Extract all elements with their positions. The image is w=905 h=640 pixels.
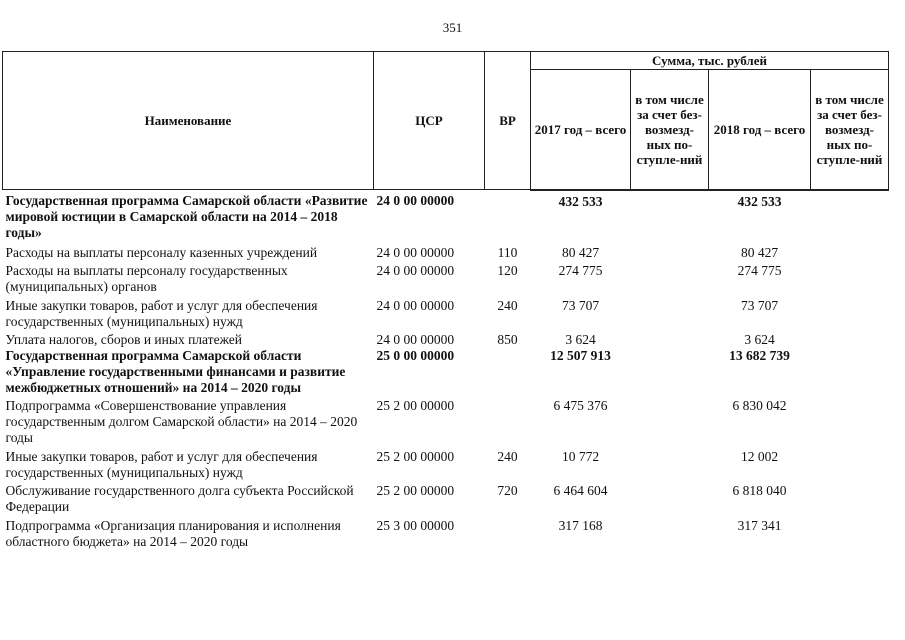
row-2018-gratis-cell <box>811 515 889 550</box>
row-vr-cell <box>485 515 531 550</box>
row-2017-gratis-cell <box>631 481 709 515</box>
row-2018-gratis-cell <box>811 348 889 396</box>
row-2017-gratis-cell <box>631 348 709 396</box>
row-vr-cell: 120 <box>497 263 518 278</box>
row-2018-gratis-cell <box>811 330 889 348</box>
row-2017-gratis-cell <box>631 446 709 481</box>
row-2017-gratis-cell <box>631 190 709 242</box>
row-2017-gratis-cell <box>631 241 709 261</box>
row-2018-total-cell: 6 830 042 <box>732 398 787 413</box>
row-2017-gratis-cell <box>631 396 709 446</box>
row-vr-cell: 110 <box>497 245 518 260</box>
header-2018-gratis: в том числе за счет без-возмезд-ных по-ступле-ний <box>811 70 889 190</box>
table-row <box>3 330 889 348</box>
row-2018-total-cell: 6 818 040 <box>732 483 787 498</box>
header-vr: ВР <box>485 52 531 190</box>
row-2017-total-cell: 80 427 <box>561 245 600 260</box>
row-vr-cell <box>485 396 531 446</box>
table-row <box>3 515 889 550</box>
row-2018-total-cell: 73 707 <box>740 298 779 313</box>
row-2018-total-cell: 317 341 <box>737 518 782 533</box>
row-2018-gratis-cell <box>811 446 889 481</box>
row-2017-total-cell: 274 775 <box>558 263 603 278</box>
row-name-cell: Государственная программа Самарской области «Управление государственными финансами и развитие межбюджетных отношений» на 2014 – 2020 годы <box>5 348 346 395</box>
table-row <box>3 481 889 515</box>
row-2017-total-cell: 432 533 <box>558 193 603 209</box>
row-2018-total-cell: 3 624 <box>744 332 775 347</box>
table-header-row <box>3 52 889 70</box>
row-2017-total-cell: 73 707 <box>561 298 600 313</box>
row-csr-cell: 24 0 00 00000 <box>376 193 455 208</box>
row-csr-cell: 25 2 00 00000 <box>376 398 455 413</box>
row-vr-cell: 850 <box>497 332 518 347</box>
row-csr-cell: 24 0 00 00000 <box>376 332 455 347</box>
row-2017-total-cell: 10 772 <box>561 449 600 464</box>
row-vr-cell: 720 <box>497 483 518 498</box>
row-name-cell: Подпрограмма «Организация планирования и исполнения областного бюджета» на 2014 – 2020 годы <box>5 518 341 549</box>
row-name-cell: Иные закупки товаров, работ и услуг для обеспечения государственных (муниципальных) нужд <box>5 449 318 480</box>
table-row <box>3 295 889 330</box>
row-2017-gratis-cell <box>631 295 709 330</box>
row-csr-cell: 25 3 00 00000 <box>376 518 455 533</box>
row-name-cell: Обслуживание государственного долга субъекта Российской Федерации <box>5 483 354 514</box>
header-2018-total: 2018 год – всего <box>709 70 811 190</box>
row-2018-gratis-cell <box>811 396 889 446</box>
row-csr-cell: 25 0 00 00000 <box>376 348 455 363</box>
table-row <box>3 348 889 396</box>
table-row <box>3 261 889 295</box>
row-2017-total-cell: 6 464 604 <box>553 483 608 498</box>
row-2017-total-cell: 12 507 913 <box>550 348 611 363</box>
header-csr: ЦСР <box>374 52 485 190</box>
row-2018-gratis-cell <box>811 295 889 330</box>
row-name-cell: Расходы на выплаты персоналу казенных учреждений <box>5 245 318 260</box>
budget-table <box>2 51 889 550</box>
table-row <box>3 241 889 261</box>
row-vr-cell: 240 <box>497 449 518 464</box>
row-2018-gratis-cell <box>811 241 889 261</box>
table-body <box>3 190 889 551</box>
row-name-cell: Подпрограмма «Совершенствование управления государственным долгом Самарской области» на 2014 – 2020 годы <box>5 398 358 445</box>
row-vr-cell: 240 <box>497 298 518 313</box>
row-vr-cell <box>485 348 531 396</box>
row-csr-cell: 24 0 00 00000 <box>376 245 455 260</box>
row-2018-total-cell: 274 775 <box>737 263 782 278</box>
row-2018-gratis-cell <box>811 261 889 295</box>
row-2018-total-cell: 432 533 <box>737 193 782 209</box>
row-2018-gratis-cell <box>811 481 889 515</box>
header-2017-gratis: в том числе за счет без-возмезд-ных по-ступле-ний <box>631 70 709 190</box>
row-csr-cell: 25 2 00 00000 <box>376 483 455 498</box>
page-number: 351 <box>442 20 463 35</box>
row-2017-gratis-cell <box>631 515 709 550</box>
row-2018-total-cell: 12 002 <box>740 449 779 464</box>
row-csr-cell: 24 0 00 00000 <box>376 263 455 278</box>
row-2017-gratis-cell <box>631 261 709 295</box>
row-csr-cell: 24 0 00 00000 <box>376 298 455 313</box>
row-name-cell: Расходы на выплаты персоналу государственных (муниципальных) органов <box>5 263 288 294</box>
header-2017-total: 2017 год – всего <box>531 70 631 190</box>
row-2017-total-cell: 6 475 376 <box>553 398 608 413</box>
header-sum: Сумма, тыс. рублей <box>531 52 889 70</box>
header-name: Наименование <box>3 52 374 190</box>
row-name-cell: Государственная программа Самарской области «Развитие мировой юстиции в Самарской области на 2014 – 2018 годы» <box>5 193 368 240</box>
row-name-cell: Уплата налогов, сборов и иных платежей <box>5 332 242 347</box>
table-row <box>3 396 889 446</box>
row-2017-total-cell: 3 624 <box>565 332 596 347</box>
row-2018-total-cell: 80 427 <box>740 245 779 260</box>
row-2018-gratis-cell <box>811 190 889 242</box>
row-2017-total-cell: 317 168 <box>558 518 603 533</box>
row-name-cell: Иные закупки товаров, работ и услуг для обеспечения государственных (муниципальных) нужд <box>5 298 318 329</box>
row-csr-cell: 25 2 00 00000 <box>376 449 455 464</box>
table-row <box>3 190 889 242</box>
table-row <box>3 446 889 481</box>
row-vr-cell <box>485 190 531 242</box>
row-2018-total-cell: 13 682 739 <box>729 348 790 363</box>
row-2017-gratis-cell <box>631 330 709 348</box>
